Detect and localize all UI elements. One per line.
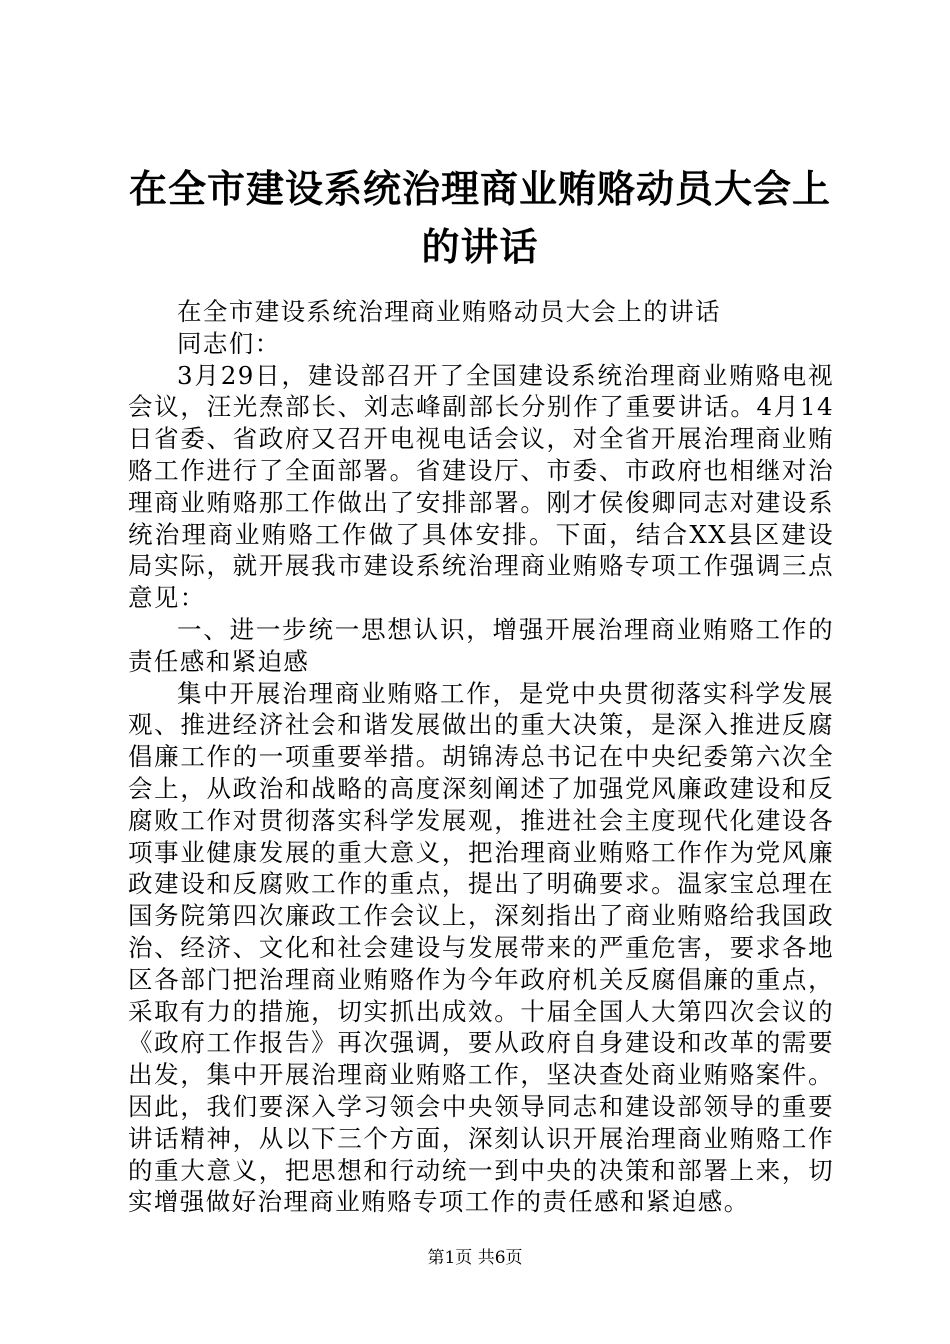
paragraph-salutation: 同志们： — [177, 328, 281, 358]
document-title: 在全市建设系统治理商业贿赂动员大会上的讲话 — [128, 167, 831, 269]
paragraph-repeat-title: 在全市建设系统治理商业贿赂动员大会上的讲话 — [177, 297, 721, 326]
paragraph-section-body-1: 集中开展治理商业贿赂工作，是党中央贯彻落实科学发展观、推进经济社会和谐发展做出的重大决策，是深入推进反腐倡廉工作的一项重要举措。胡锦涛总书记在中央纪委第六次全会上，从政治和战略的高度深刻阐述了加强党风廉政建设和反腐败工作对贯彻落实科学发展观，推进社会主度现代化建设各项事业健康发展的重大意义，把治理商业贿赂工作作为党风廉政建设和反腐败工作的重点，提出了明确要求。温家宝总理在国务院第四次廉政工作会议上，深刻指出了商业贿赂给我国政治、经济、文化和社会建设与发展带来的严重危害，要求各地区各部门把治理商业贿赂作为今年政府机关反腐倡廉的重点，采取有力的措施，切实抓出成效。十届全国人大第四次会议的《政府工作报告》再次强调，要从政府自身建设和改革的需要出发，集中开展治理商业贿赂工作，坚决查处商业贿赂案件。因此，我们要深入学习领会中央领导同志和建设部领导的重要讲话精神，从以下三个方面，深刻认识开展治理商业贿赂工作的重大意义，把思想和行动统一到中央的决策和部署上来，切实增强做好治理商业贿赂专项工作的责任感和紧迫感。 — [128, 678, 834, 1217]
paragraph-intro: 3月29日，建设部召开了全国建设系统治理商业贿赂电视会议，汪光焘部长、刘志峰副部长分别作了重要讲话。4月14日省委、省政府又召开电视电话会议，对全省开展治理商业贿赂工作进行了全面部署。省建设厅、市委、市政府也相继对治理商业贿赂那工作做出了安排部署。刚才侯俊卿同志对建设系统治理商业贿赂工作做了具体安排。下面，结合XX县区建设局实际，就开展我市建设系统治理商业贿赂专项工作强调三点意见： — [128, 360, 834, 613]
page-footer: 第1页 共6页 — [427, 1248, 523, 1268]
paragraph-section-heading-1: 一、进一步统一思想认识，增强开展治理商业贿赂工作的责任感和紧迫感 — [128, 614, 834, 676]
document-body — [128, 296, 834, 1218]
